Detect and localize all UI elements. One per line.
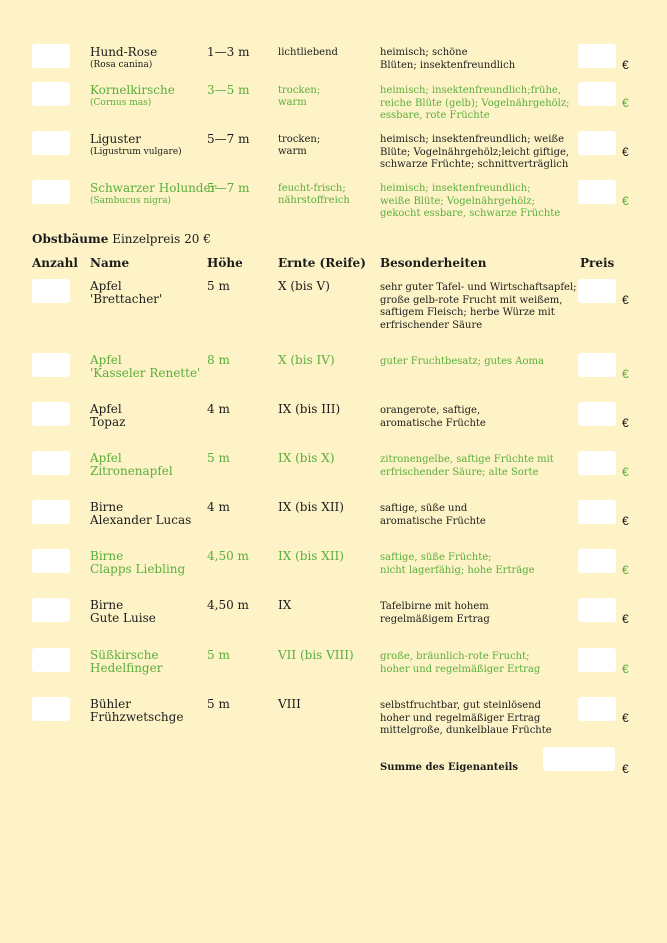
header-notes: Besonderheiten [380, 256, 487, 270]
price-field[interactable] [578, 648, 616, 672]
plant-name [90, 133, 182, 158]
note-line: große gelb-rote Frucht mit weißem, [380, 294, 563, 306]
amount-field[interactable] [32, 44, 70, 68]
plant-height: 5—7 m [207, 181, 250, 195]
tree-height: 4,50 m [207, 598, 249, 612]
price-field[interactable] [578, 131, 616, 155]
note-line: saftige, süße Früchte; [380, 552, 492, 563]
amount-field[interactable] [32, 500, 70, 524]
plant-latin-name: (Sambucus nigra) [90, 196, 172, 206]
price-field[interactable] [578, 279, 616, 303]
price-field[interactable] [578, 353, 616, 377]
tree-notes [380, 651, 580, 676]
tree-type: Süßkirsche [90, 648, 159, 662]
plant-name [90, 182, 216, 207]
price-field[interactable] [578, 697, 616, 721]
note-line: zitronengelbe, saftige Früchte mit [380, 454, 554, 465]
orchard-section-title: Obstbäume Einzelpreis 20 € [32, 232, 211, 246]
note-line: weiße Blüte; Vogelnährgehölz; [380, 195, 536, 207]
condition-line: warm [278, 146, 307, 157]
plant-conditions [278, 134, 320, 158]
amount-field[interactable] [32, 279, 70, 303]
tree-height: 5 m [207, 279, 230, 293]
plant-name [90, 84, 175, 109]
tree-harvest: IX [278, 598, 292, 612]
tree-name [90, 280, 162, 306]
tree-type: Birne [90, 549, 124, 563]
header-harvest: Ernte (Reife) [278, 256, 366, 270]
note-line: saftige, süße und [380, 503, 468, 514]
amount-field[interactable] [32, 180, 70, 204]
note-line: aromatische Früchte [380, 515, 486, 527]
tree-name [90, 452, 173, 478]
price-field[interactable] [578, 549, 616, 573]
amount-field[interactable] [32, 82, 70, 106]
note-line: sehr guter Tafel- und Wirtschaftsapfel; [380, 282, 577, 293]
plant-latin-name: (Ligustrum vulgare) [90, 147, 182, 157]
tree-variety: Zitronenapfel [90, 464, 173, 478]
tree-height: 4 m [207, 500, 230, 514]
plant-height: 1—3 m [207, 45, 250, 59]
amount-field[interactable] [32, 697, 70, 721]
currency-sign: € [622, 367, 629, 381]
currency-sign: € [622, 194, 629, 208]
currency-sign: € [622, 416, 629, 430]
plant-height: 5—7 m [207, 132, 250, 146]
tree-variety: Topaz [90, 415, 126, 429]
tree-harvest: VIII [278, 697, 301, 711]
tree-variety: Gute Luise [90, 611, 156, 625]
tree-height: 5 m [207, 648, 230, 662]
note-line: Blüte; Vogelnährgehölz;leicht giftige, [380, 146, 570, 158]
note-line: heimisch; insektenfreundlich; [380, 183, 531, 194]
note-line: hoher und regelmäßiger Ertrag [380, 663, 541, 675]
currency-sign: € [622, 96, 629, 110]
tree-variety: Frühzwetschge [90, 710, 184, 724]
tree-name [90, 403, 125, 429]
price-field[interactable] [578, 500, 616, 524]
currency-sign: € [622, 711, 629, 725]
note-line: erfrischender Säure [380, 319, 483, 331]
plant-common-name: Schwarzer Holunder [90, 181, 217, 195]
sum-field[interactable] [543, 747, 615, 771]
note-line: schwarze Früchte; schnittverträglich [380, 159, 569, 170]
condition-line: feucht-frisch; [278, 183, 346, 194]
plant-common-name: Liguster [90, 132, 142, 146]
note-line: heimisch; schöne [380, 47, 468, 58]
note-line: Tafelbirne mit hohem [380, 601, 489, 612]
tree-type: Apfel [90, 279, 122, 293]
tree-harvest: IX (bis XII) [278, 549, 344, 563]
currency-sign: € [622, 293, 629, 307]
condition-line: warm [278, 97, 307, 108]
note-line: saftigem Fleisch; herbe Würze mit [380, 307, 555, 318]
tree-type: Apfel [90, 402, 122, 416]
currency-sign: € [622, 465, 629, 479]
tree-notes [380, 282, 580, 332]
note-line: Blüten; insektenfreundlich [380, 59, 516, 71]
tree-type: Apfel [90, 451, 122, 465]
note-line: große, bräunlich-rote Frucht; [380, 651, 530, 662]
note-line: erfrischender Säure; alte Sorte [380, 466, 539, 478]
tree-harvest: VII (bis VIII) [278, 648, 354, 662]
tree-variety: 'Kasseler Renette' [90, 366, 201, 380]
amount-field[interactable] [32, 131, 70, 155]
tree-name [90, 501, 191, 527]
condition-line: trocken; [278, 85, 321, 96]
header-amount: Anzahl [32, 256, 78, 270]
tree-notes [380, 405, 580, 430]
currency-sign: € [622, 662, 629, 676]
tree-name [90, 649, 162, 675]
plant-conditions [278, 47, 338, 59]
currency-sign: € [622, 612, 629, 626]
condition-line: lichtliebend [278, 47, 338, 58]
plant-name [90, 46, 157, 71]
note-line: reiche Blüte (gelb); Vogelnährgehölz; [380, 97, 570, 109]
amount-field[interactable] [32, 402, 70, 426]
note-line: orangerote, saftige, [380, 405, 481, 416]
tree-variety: Hedelfinger [90, 661, 163, 675]
plant-notes [380, 47, 580, 72]
note-line: mittelgroße, dunkelblaue Früchte [380, 725, 552, 736]
header-price: Preis [580, 256, 615, 270]
tree-name [90, 698, 183, 724]
tree-harvest: IX (bis X) [278, 451, 335, 465]
currency-sign: € [622, 514, 629, 528]
header-name: Name [90, 256, 130, 270]
note-line: guter Fruchtbesatz; gutes Aoma [380, 356, 544, 367]
condition-line: nährstoffreich [278, 195, 350, 206]
tree-type: Birne [90, 500, 124, 514]
note-line: nicht lagerfähig; hohe Erträge [380, 564, 535, 576]
tree-notes [380, 552, 580, 577]
tree-name [90, 354, 200, 380]
currency-sign: € [622, 58, 629, 72]
sum-currency: € [622, 762, 629, 776]
price-field[interactable] [578, 44, 616, 68]
tree-notes [380, 601, 580, 626]
tree-notes [380, 700, 580, 738]
tree-type: Bühler [90, 697, 131, 711]
tree-variety: Clapps Liebling [90, 562, 186, 576]
plant-latin-name: (Rosa canina) [90, 60, 153, 70]
note-line: selbstfruchtbar, gut steinlösend [380, 700, 542, 711]
note-line: aromatische Früchte [380, 417, 486, 429]
plant-latin-name: (Cornus mas) [90, 98, 152, 108]
plant-conditions [278, 85, 320, 109]
amount-field[interactable] [32, 598, 70, 622]
condition-line: trocken; [278, 134, 321, 145]
tree-type: Apfel [90, 353, 122, 367]
tree-variety: Alexander Lucas [90, 513, 192, 527]
sum-label: Summe des Eigenanteils [380, 762, 518, 773]
currency-sign: € [622, 563, 629, 577]
note-line: gekocht essbare, schwarze Früchte [380, 208, 561, 219]
tree-name [90, 599, 156, 625]
tree-harvest: IX (bis III) [278, 402, 341, 416]
amount-field[interactable] [32, 648, 70, 672]
tree-height: 5 m [207, 697, 230, 711]
price-field[interactable] [578, 402, 616, 426]
note-line: regelmäßigem Ertrag [380, 613, 490, 625]
amount-field[interactable] [32, 549, 70, 573]
tree-height: 4 m [207, 402, 230, 416]
amount-field[interactable] [32, 451, 70, 475]
tree-notes [380, 356, 580, 369]
tree-height: 8 m [207, 353, 230, 367]
plant-conditions [278, 183, 350, 207]
tree-harvest: X (bis V) [278, 279, 330, 293]
price-field[interactable] [578, 82, 616, 106]
note-line: heimisch; insektenfreundlich; weiße [380, 134, 565, 145]
tree-notes [380, 454, 580, 479]
tree-harvest: IX (bis XII) [278, 500, 344, 514]
amount-field[interactable] [32, 353, 70, 377]
tree-harvest: X (bis IV) [278, 353, 335, 367]
tree-height: 4,50 m [207, 549, 249, 563]
note-line: essbare, rote Früchte [380, 110, 490, 121]
plant-height: 3—5 m [207, 83, 250, 97]
price-field[interactable] [578, 598, 616, 622]
tree-name [90, 550, 185, 576]
price-field[interactable] [578, 180, 616, 204]
plant-common-name: Hund-Rose [90, 45, 158, 59]
plant-common-name: Kornelkirsche [90, 83, 175, 97]
plant-notes [380, 183, 580, 221]
tree-variety: 'Brettacher' [90, 292, 163, 306]
plant-notes [380, 134, 580, 172]
plant-notes [380, 85, 580, 123]
note-line: heimisch; insektenfreundlich;frühe, [380, 85, 562, 96]
tree-type: Birne [90, 598, 124, 612]
price-field[interactable] [578, 451, 616, 475]
tree-height: 5 m [207, 451, 230, 465]
header-height: Höhe [207, 256, 243, 270]
note-line: hoher und regelmäßiger Ertrag [380, 712, 541, 724]
currency-sign: € [622, 145, 629, 159]
tree-notes [380, 503, 580, 528]
